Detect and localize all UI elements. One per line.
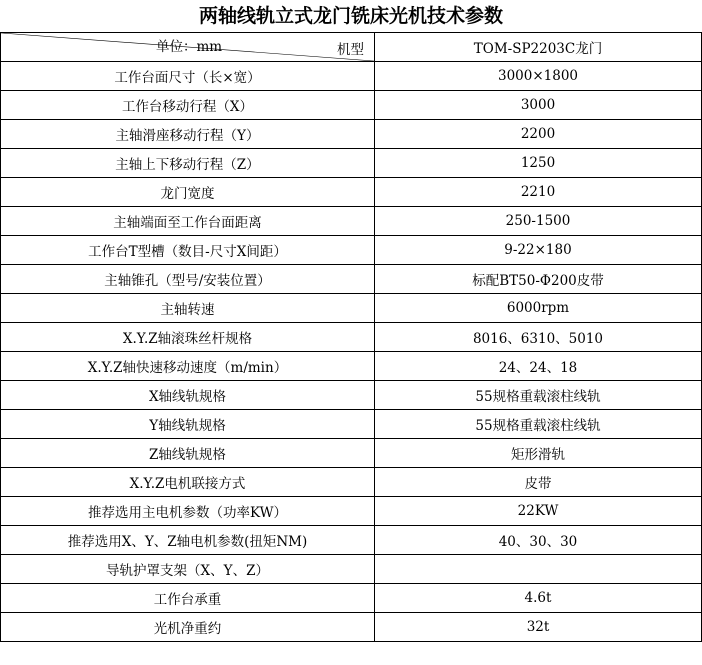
param-value-cell: 40、30、30 [375, 526, 702, 555]
table-row [1, 120, 702, 149]
model-header-label: 机型 [337, 42, 364, 58]
param-name-cell: 龙门宽度 [1, 178, 375, 207]
param-value-cell: 3000 [375, 91, 702, 120]
param-value-cell [375, 555, 702, 584]
table-row [1, 613, 702, 642]
param-name-cell: 工作台面尺寸（长×宽） [1, 62, 375, 91]
table-row [1, 91, 702, 120]
param-value-cell: 6000rpm [375, 294, 702, 323]
table-row [1, 439, 702, 468]
table-row [1, 468, 702, 497]
param-name-cell: Z轴线轨规格 [1, 439, 375, 468]
param-value-cell: 2200 [375, 120, 702, 149]
table-row [1, 62, 702, 91]
param-value-cell: 55规格重载滚柱线轨 [375, 381, 702, 410]
param-name-cell: X.Y.Z电机联接方式 [1, 468, 375, 497]
table-row [1, 555, 702, 584]
param-name-cell: 工作台承重 [1, 584, 375, 613]
unit-header-label: 单位：mm [156, 39, 223, 55]
diagonal-header-cell [1, 33, 375, 62]
param-value-cell: 1250 [375, 149, 702, 178]
param-name-cell: 推荐选用X、Y、Z轴电机参数(扭矩NM) [1, 526, 375, 555]
table-row [1, 526, 702, 555]
param-name-cell: 主轴滑座移动行程（Y） [1, 120, 375, 149]
param-value-cell: 8016、6310、5010 [375, 323, 702, 352]
param-value-cell: 24、24、18 [375, 352, 702, 381]
param-name-cell: 导轨护罩支架（X、Y、Z） [1, 555, 375, 584]
param-name-cell: 主轴转速 [1, 294, 375, 323]
param-name-cell: 工作台移动行程（X） [1, 91, 375, 120]
model-value-cell: TOM-SP2203C龙门 [375, 33, 702, 62]
table-row [1, 584, 702, 613]
param-value-cell: 皮带 [375, 468, 702, 497]
table-row [1, 410, 702, 439]
param-name-cell: Y轴线轨规格 [1, 410, 375, 439]
table-row [1, 178, 702, 207]
param-name-cell: 主轴端面至工作台面距离 [1, 207, 375, 236]
spec-table [0, 32, 702, 642]
param-value-cell: 3000×1800 [375, 62, 702, 91]
table-row [1, 352, 702, 381]
table-row [1, 265, 702, 294]
param-name-cell: 光机净重约 [1, 613, 375, 642]
param-value-cell: 55规格重载滚柱线轨 [375, 410, 702, 439]
param-name-cell: 主轴上下移动行程（Z） [1, 149, 375, 178]
param-value-cell: 32t [375, 613, 702, 642]
param-value-cell: 标配BT50-Φ200皮带 [375, 265, 702, 294]
param-name-cell: X轴线轨规格 [1, 381, 375, 410]
param-name-cell: X.Y.Z轴滚珠丝杆规格 [1, 323, 375, 352]
table-row [1, 294, 702, 323]
param-name-cell: 推荐选用主电机参数（功率KW） [1, 497, 375, 526]
param-value-cell: 矩形滑轨 [375, 439, 702, 468]
page-title: 两轴线轨立式龙门铣床光机技术参数 [198, 5, 503, 27]
param-value-cell: 250-1500 [375, 207, 702, 236]
table-row [1, 149, 702, 178]
param-name-cell: X.Y.Z轴快速移动速度（m/min） [1, 352, 375, 381]
param-name-cell: 主轴锥孔（型号/安装位置） [1, 265, 375, 294]
table-row [1, 236, 702, 265]
table-row [1, 381, 702, 410]
table-header-row [1, 33, 702, 62]
table-row [1, 323, 702, 352]
table-row [1, 497, 702, 526]
param-name-cell: 工作台T型槽（数目-尺寸X间距） [1, 236, 375, 265]
param-value-cell: 4.6t [375, 584, 702, 613]
table-row [1, 207, 702, 236]
param-value-cell: 22KW [375, 497, 702, 526]
param-value-cell: 2210 [375, 178, 702, 207]
param-value-cell: 9-22×180 [375, 236, 702, 265]
